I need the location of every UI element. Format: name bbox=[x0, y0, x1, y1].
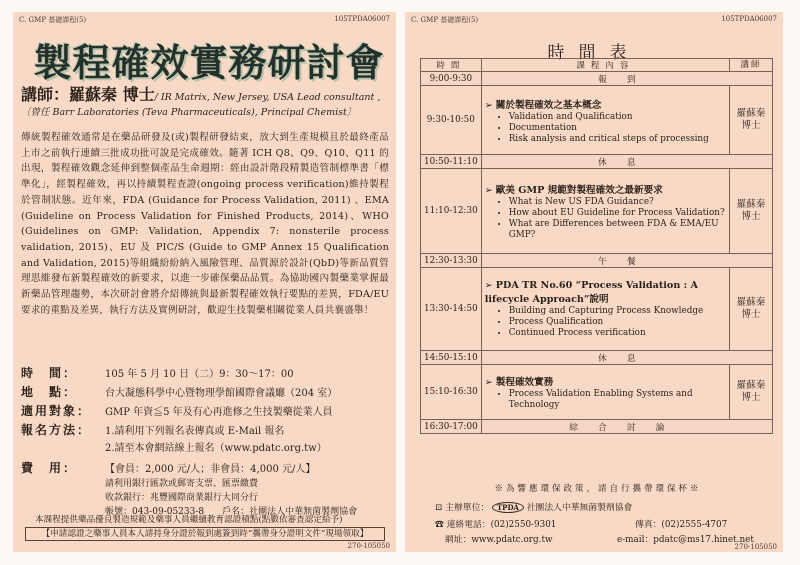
fee-bank: 收款銀行：兆豐國際商業銀行大同分行 bbox=[105, 493, 259, 503]
fee-account: 帳號：043-09-05233-8 戶名：社團法人中華無菌製劑協會 bbox=[105, 507, 358, 517]
fee-value: 【會員：2,000 元/人；非會員：4,000 元/人】 bbox=[105, 464, 316, 475]
page-code-right: 270-105050 bbox=[734, 543, 777, 551]
col-content-header: 課程內容 bbox=[481, 59, 729, 72]
signup-method-1: 1.請利用下列報名表傳真或 E-Mail 報名 bbox=[105, 426, 285, 437]
email-link[interactable]: pdatc@ms17.hinet.net bbox=[653, 535, 754, 545]
course-code-right: C. GMP 基礎課程(5) bbox=[411, 16, 479, 24]
session-item: • What are Differences between FDA & EMA/EU GMP? bbox=[509, 219, 726, 241]
table-row bbox=[421, 155, 773, 169]
speaker-name: 羅蘇秦 博士 bbox=[69, 85, 155, 104]
row-time: 16:30-17:00 bbox=[421, 420, 482, 434]
organizer-icon: ⊡ bbox=[435, 503, 446, 513]
table-row bbox=[421, 351, 773, 365]
table-row bbox=[421, 268, 773, 351]
table-row bbox=[421, 86, 773, 155]
row-label: 休息 bbox=[481, 351, 772, 365]
row-label: 綜合討論 bbox=[481, 420, 772, 434]
tpda-logo: TPDA bbox=[492, 502, 524, 513]
organizer-line bbox=[435, 500, 632, 513]
schedule-header-row bbox=[421, 59, 773, 72]
event-info bbox=[21, 364, 391, 517]
session-item: • Risk analysis and critical steps of processing bbox=[509, 134, 726, 145]
schedule-title: 時間表 bbox=[547, 43, 641, 63]
seminar-description: 傳統製程確效通常是在藥品研發及(或)製程研發結束，放大到生產規模且於最終產品上市之前執行連續三批成功批可說是完成確效。隨著 ICH Q8、Q9、Q10、Q11 的出現，製程確效觀念延伸到整個產品生命週期：經由設計階段精製造管制標準書「標準化」，經製程確效，再以持續製程查證(ongoing process verification)維持製程於管制狀態。近年來，FDA (Guidance for Process Validation, 2011) 、EMA (Guideline on Process Validation for Finished Products, 2014)、WHO (Guidelines on GMP: Validation, Appendix 7: nonsterile process validation, 2015)、EU 及 PIC/S (Guide to GMP Annex 15 Qualification and Validation, 2015)等組織紛紛納入風險管理、品質源於設計(QbD)等新品質管理思維發布新製程確效的新要求，以進一步確保藥品品質。為協助國內製藥業掌握最新藥品管理趨勢，本次研討會將介紹傳統與最新製程確效執行要點的差異，FDA/EU 要求的重點及差異，執行方法及實例研討，歡迎生技製藥相關從業人員共襄盛舉！ bbox=[21, 132, 389, 316]
doc-id-right: 105TPDA06007 bbox=[721, 15, 777, 23]
session-lecturer: 羅蘇秦博士 bbox=[730, 268, 773, 351]
row-time: 11:10-12:30 bbox=[421, 169, 482, 254]
fax-label: 傳真： bbox=[635, 520, 662, 530]
signup-method-2[interactable]: 2.請至本會網站線上報名（www.pdatc.org.tw） bbox=[105, 443, 327, 454]
credit-note: 本課程提供藥品優良製造規範及藥事人員繼續教育認證積點(點數依審查認定給予) bbox=[35, 515, 343, 525]
fax-value: (02)2555-4707 bbox=[661, 520, 728, 530]
row-time: 10:50-11:10 bbox=[421, 155, 482, 169]
course-code-left: C. GMP 基礎課程(5) bbox=[19, 16, 87, 24]
row-time: 9:00-9:30 bbox=[421, 72, 482, 86]
phone-line bbox=[435, 517, 556, 530]
table-row bbox=[421, 72, 773, 86]
right-page bbox=[405, 12, 783, 552]
email-line bbox=[617, 532, 754, 545]
environment-note: ※為響應環保政策，請自行攜帶環保杯※ bbox=[494, 484, 702, 494]
row-time: 13:30-14:50 bbox=[421, 268, 482, 351]
session-item: • Building and Capturing Process Knowledge bbox=[509, 306, 726, 317]
col-lecturer-header: 講師 bbox=[730, 59, 773, 72]
phone-label: 連絡電話： bbox=[446, 520, 491, 530]
table-row bbox=[421, 254, 773, 268]
fee-label: 費 用： bbox=[21, 461, 78, 475]
session-item: • Validation and Qualification bbox=[509, 112, 726, 123]
fee-payment: 請利用銀行匯款或郵寄支票、匯票繳費 bbox=[105, 479, 259, 489]
session-item: • How about EU Guideline for Process Validation? bbox=[509, 208, 726, 219]
speaker-line bbox=[21, 82, 380, 105]
session-lecturer: 羅蘇秦博士 bbox=[730, 365, 773, 420]
session-content bbox=[481, 365, 729, 420]
schedule-table bbox=[420, 58, 773, 434]
time-label: 時 間： bbox=[21, 366, 78, 380]
table-row bbox=[421, 420, 773, 434]
speaker-label: 講師： bbox=[21, 85, 70, 104]
session-topic: ➢ 關於製程確效之基本概念 bbox=[485, 97, 726, 111]
organizer-label: 主辦單位： bbox=[445, 503, 490, 513]
phone-value: (02)2550-9301 bbox=[490, 520, 557, 530]
session-topic: ➢ PDA TR No.60 “Process Validation : A lifecycle Approach”說明 bbox=[485, 280, 726, 305]
row-time: 9:30-10:50 bbox=[421, 86, 482, 155]
web-line bbox=[445, 532, 553, 545]
seminar-title: 製程確效實務研討會 bbox=[33, 40, 385, 85]
id-note: 【申請認證之藥事人員本人請持身分證於報到處簽到時“攜帶身分證明文件”現場領取】 bbox=[25, 527, 385, 541]
session-item: • What is New US FDA Guidance? bbox=[509, 197, 726, 208]
row-time: 14:50-15:10 bbox=[421, 351, 482, 365]
session-content bbox=[481, 169, 729, 254]
place-value: 台大凝態科學中心暨物理學館國際會議廳（204 室） bbox=[105, 388, 338, 399]
table-row bbox=[421, 169, 773, 254]
row-time: 15:10-16:30 bbox=[421, 365, 482, 420]
table-row bbox=[421, 365, 773, 420]
session-content bbox=[481, 86, 729, 155]
session-topic: ➢ 製程確效實務 bbox=[485, 374, 726, 388]
fax-line bbox=[635, 517, 727, 530]
session-item: • Process Validation Enabling Systems and Technology bbox=[509, 389, 726, 411]
target-value: GMP 年資≦5 年及有心再進修之生技製藥從業人員 bbox=[105, 407, 333, 418]
web-label: 網址： bbox=[445, 535, 472, 545]
email-label: e-mail： bbox=[617, 535, 654, 545]
organizer-name: 社團法人中華無菌製劑協會 bbox=[526, 503, 633, 513]
left-page bbox=[13, 12, 396, 552]
col-time-header: 時間 bbox=[421, 59, 482, 72]
session-content bbox=[481, 268, 729, 351]
row-label: 午餐 bbox=[481, 254, 772, 268]
speaker-role: / IR Matrix, New Jersey, USA Lead consultant , bbox=[154, 92, 381, 103]
phone-icon: ☎ bbox=[435, 520, 447, 530]
web-link[interactable]: www.pdatc.org.tw bbox=[471, 535, 553, 545]
row-time: 12:30-13:30 bbox=[421, 254, 482, 268]
time-value: 105 年 5 月 10 日（二）9：30～17：00 bbox=[105, 369, 294, 380]
session-lecturer: 羅蘇秦博士 bbox=[730, 169, 773, 254]
speaker-previous: 〔曾任 Barr Laboratories (Teva Pharmaceuticals), Principal Chemist〕 bbox=[21, 107, 357, 118]
target-label: 適用對象： bbox=[21, 404, 92, 418]
row-label: 報到 bbox=[481, 72, 772, 86]
doc-id-left: 105TPDA06007 bbox=[334, 15, 390, 23]
place-label: 地 點： bbox=[21, 385, 78, 399]
session-topic: ➢ 歐美 GMP 規範對製程確效之最新要求 bbox=[485, 182, 726, 196]
page-code-left: 270-105050 bbox=[347, 542, 390, 550]
row-label: 休息 bbox=[481, 155, 772, 169]
session-lecturer: 羅蘇秦博士 bbox=[730, 86, 773, 155]
signup-label: 報名方法： bbox=[21, 423, 92, 437]
session-item: • Documentation bbox=[509, 123, 726, 134]
session-item: • Process Qualification bbox=[509, 317, 726, 328]
session-item: • Continued Process verification bbox=[509, 328, 726, 339]
